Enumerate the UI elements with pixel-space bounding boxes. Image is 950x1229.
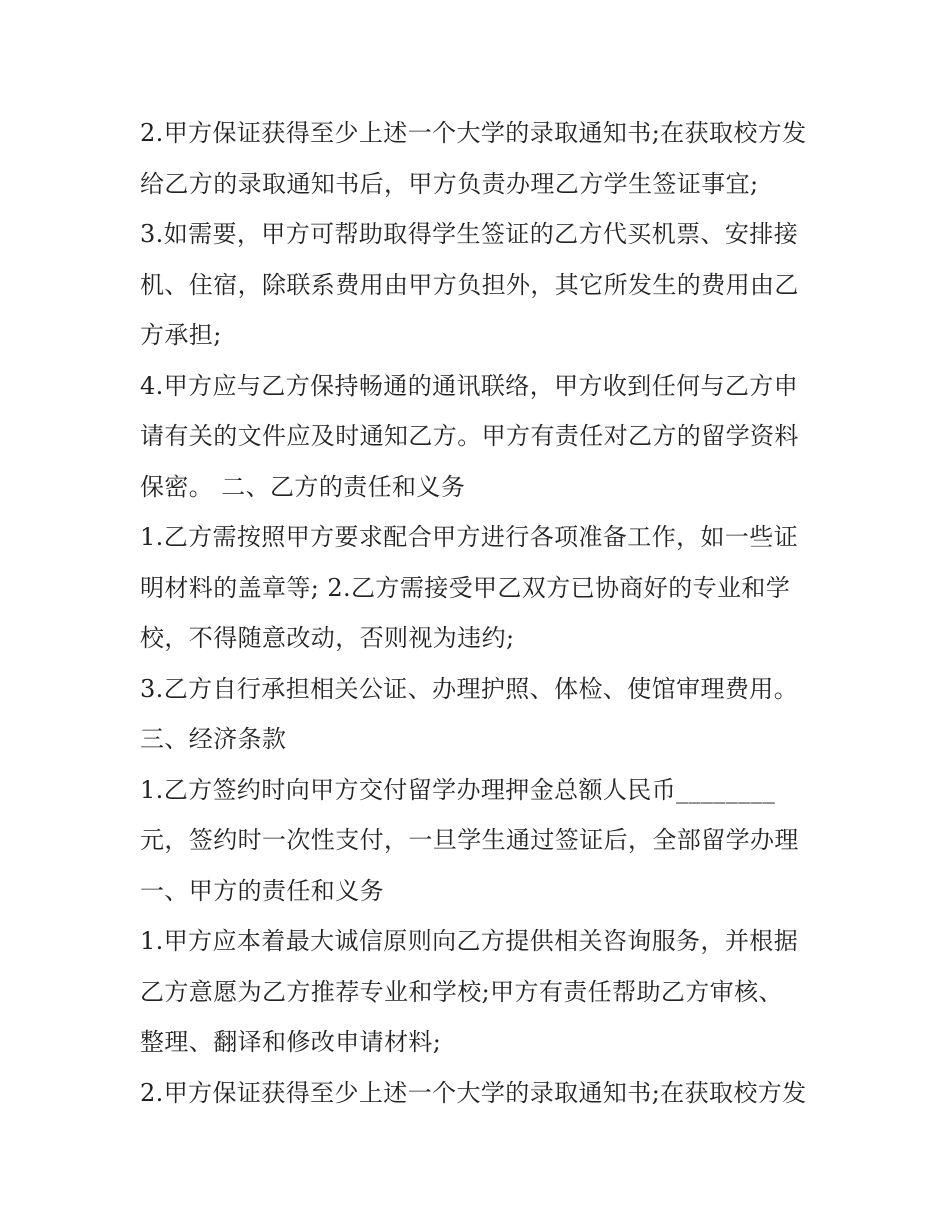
document-body [140, 108, 820, 1118]
section-heading: 一、甲方的责任和义务 [140, 876, 384, 905]
text-line: 明材料的盖章等; 2.乙方需接受甲乙双方已协商好的专业和学 [140, 573, 791, 602]
text-line: 机、住宿，除联系费用由甲方负担外，其它所发生的费用由乙 [140, 270, 799, 299]
section-heading: 三、经济条款 [140, 725, 287, 753]
text-line: 整理、翻译和修改申请材料; [140, 1028, 442, 1056]
text-line: 保密。 二、乙方的责任和义务 [140, 472, 466, 501]
text-line: 校，不得随意改动，否则视为违约; [140, 624, 515, 652]
text-line: 1.乙方需按照甲方要求配合甲方进行各项准备工作，如一些证 [140, 523, 799, 551]
text-line: 给乙方的录取通知书后，甲方负责办理乙方学生签证事宜; [140, 169, 759, 198]
text-line: 3.乙方自行承担相关公证、办理护照、体检、使馆审理费用。 [140, 674, 799, 703]
text-line: 1.乙方签约时向甲方交付留学办理押金总额人民币________ [140, 775, 776, 804]
text-line: 2.甲方保证获得至少上述一个大学的录取通知书;在获取校方发 [140, 119, 807, 147]
text-line: 乙方意愿为乙方推荐专业和学校;甲方有责任帮助乙方审核、 [140, 977, 783, 1006]
text-line: 方承担; [140, 321, 222, 349]
text-line: 请有关的文件应及时通知乙方。甲方有责任对乙方的留学资料 [140, 422, 799, 450]
text-line: 2.甲方保证获得至少上述一个大学的录取通知书;在获取校方发 [140, 1078, 807, 1107]
text-line: 1.甲方应本着最大诚信原则向乙方提供相关咨询服务，并根据 [140, 927, 799, 955]
text-line: 4.甲方应与乙方保持畅通的通讯联络，甲方收到任何与乙方申 [140, 371, 799, 400]
text-line: 3.如需要，甲方可帮助取得学生签证的乙方代买机票、安排接 [140, 220, 799, 248]
text-line: 元，签约时一次性支付，一旦学生通过签证后，全部留学办理 [140, 826, 799, 854]
